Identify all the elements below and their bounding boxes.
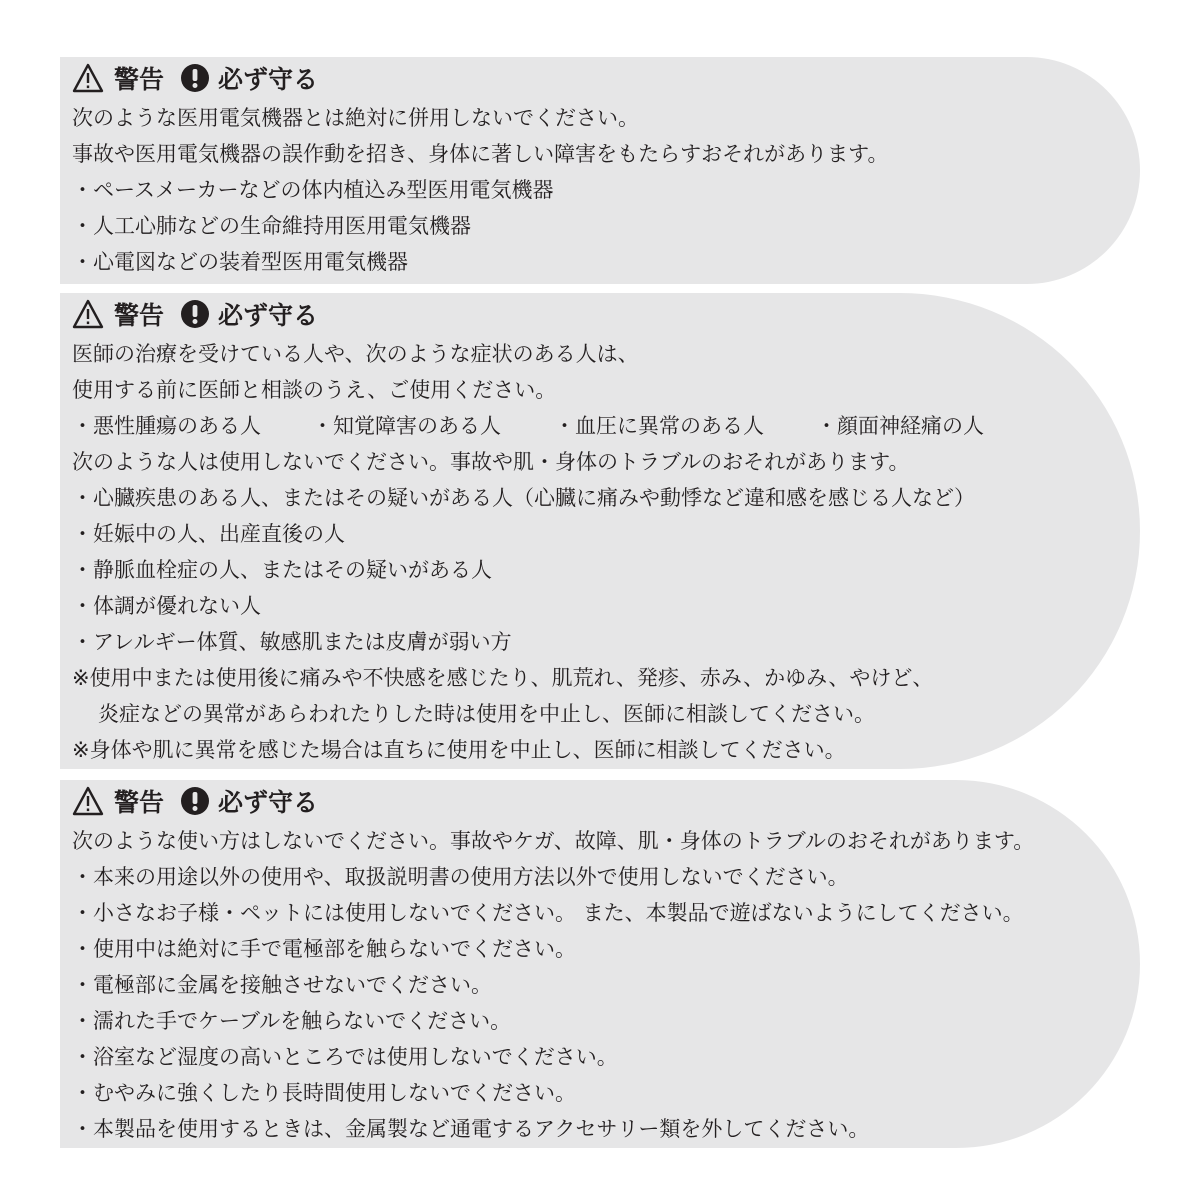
section-header <box>72 61 318 95</box>
symptom-item: ・悪性腫瘍のある人 <box>72 414 261 438</box>
warning-label: 警告 <box>114 301 165 330</box>
section-body <box>72 336 1140 768</box>
exclamation-circle-icon <box>180 63 210 93</box>
bullet-item: ・アレルギー体質、敏感肌または皮膚が弱い方 <box>72 630 512 654</box>
warning-panel-health-conditions <box>60 293 1140 769</box>
bullet-item: ・浴室など湿度の高いところでは使用しないでください。 <box>72 1045 618 1069</box>
bullet-item: ・ペースメーカーなどの体内植込み型医用電気機器 <box>72 178 554 202</box>
bullet-item: ・本来の用途以外の使用や、取扱説明書の使用方法以外で使用しないでください。 <box>72 865 849 889</box>
must-follow-label: 必ず守る <box>218 301 319 330</box>
bullet-item: ・体調が優れない人 <box>72 594 261 618</box>
warning-triangle-icon <box>72 63 104 93</box>
must-follow-label: 必ず守る <box>218 788 319 817</box>
symptom-item: ・顔面神経痛の人 <box>816 414 984 438</box>
bullet-item: ・使用中は絶対に手で電極部を触らないでください。 <box>72 937 576 961</box>
bullet-item: ・本製品を使用するときは、金属製など通電するアクセサリー類を外してください。 <box>72 1117 870 1141</box>
symptom-item: ・知覚障害のある人 <box>312 414 501 438</box>
body-text-line: 次のような医用電気機器とは絶対に併用しないでください。 <box>72 106 639 130</box>
bullet-item: ・妊娠中の人、出産直後の人 <box>72 522 345 546</box>
section-header <box>72 297 318 331</box>
warning-panel-usage <box>60 780 1140 1148</box>
warning-panel-medical-devices <box>60 57 1140 284</box>
bullet-item: ・電極部に金属を接触させないでください。 <box>72 973 492 997</box>
symptom-list <box>72 408 1140 444</box>
bullet-item: ・むやみに強くしたり長時間使用しないでください。 <box>72 1081 576 1105</box>
section-body <box>72 823 1140 1147</box>
warning-triangle-icon <box>72 786 104 816</box>
symptom-item: ・血圧に異常のある人 <box>554 414 764 438</box>
note-line: ※身体や肌に異常を感じた場合は直ちに使用を中止し、医師に相談してください。 <box>72 738 846 762</box>
body-text-line: 次のような使い方はしないでください。事故やケガ、故障、肌・身体のトラブルのおそれがあります。 <box>72 829 1035 853</box>
bullet-item: ・静脈血栓症の人、またはその疑いがある人 <box>72 558 492 582</box>
exclamation-circle-icon <box>180 786 210 816</box>
bullet-item: ・人工心肺などの生命維持用医用電気機器 <box>72 214 471 238</box>
note-line: ※使用中または使用後に痛みや不快感を感じたり、肌荒れ、発疹、赤み、かゆみ、やけど、 <box>72 666 934 690</box>
bullet-item: ・濡れた手でケーブルを触らないでください。 <box>72 1009 512 1033</box>
body-text-line: 次のような人は使用しないでください。事故や肌・身体のトラブルのおそれがあります。 <box>72 450 910 474</box>
must-follow-label: 必ず守る <box>218 65 319 94</box>
section-header <box>72 784 318 818</box>
note-continuation-line: 炎症などの異常があらわれたりした時は使用を中止し、医師に相談してください。 <box>98 702 875 726</box>
body-text-line: 医師の治療を受けている人や、次のような症状のある人は、 <box>72 342 639 366</box>
warning-label: 警告 <box>114 65 165 94</box>
bullet-item: ・小さなお子様・ペットには使用しないでください。 また、本製品で遊ばないようにしてください。 <box>72 901 1024 925</box>
warning-triangle-icon <box>72 299 104 329</box>
exclamation-circle-icon <box>180 299 210 329</box>
body-text-line: 事故や医用電気機器の誤作動を招き、身体に著しい障害をもたらすおそれがあります。 <box>72 142 889 166</box>
bullet-item: ・心電図などの装着型医用電気機器 <box>72 250 408 274</box>
body-text-line: 使用する前に医師と相談のうえ、ご使用ください。 <box>72 378 557 402</box>
bullet-item: ・心臓疾患のある人、またはその疑いがある人（心臓に痛みや動悸など違和感を感じる人など） <box>72 486 975 510</box>
warning-label: 警告 <box>114 788 165 817</box>
section-body <box>72 100 1140 280</box>
